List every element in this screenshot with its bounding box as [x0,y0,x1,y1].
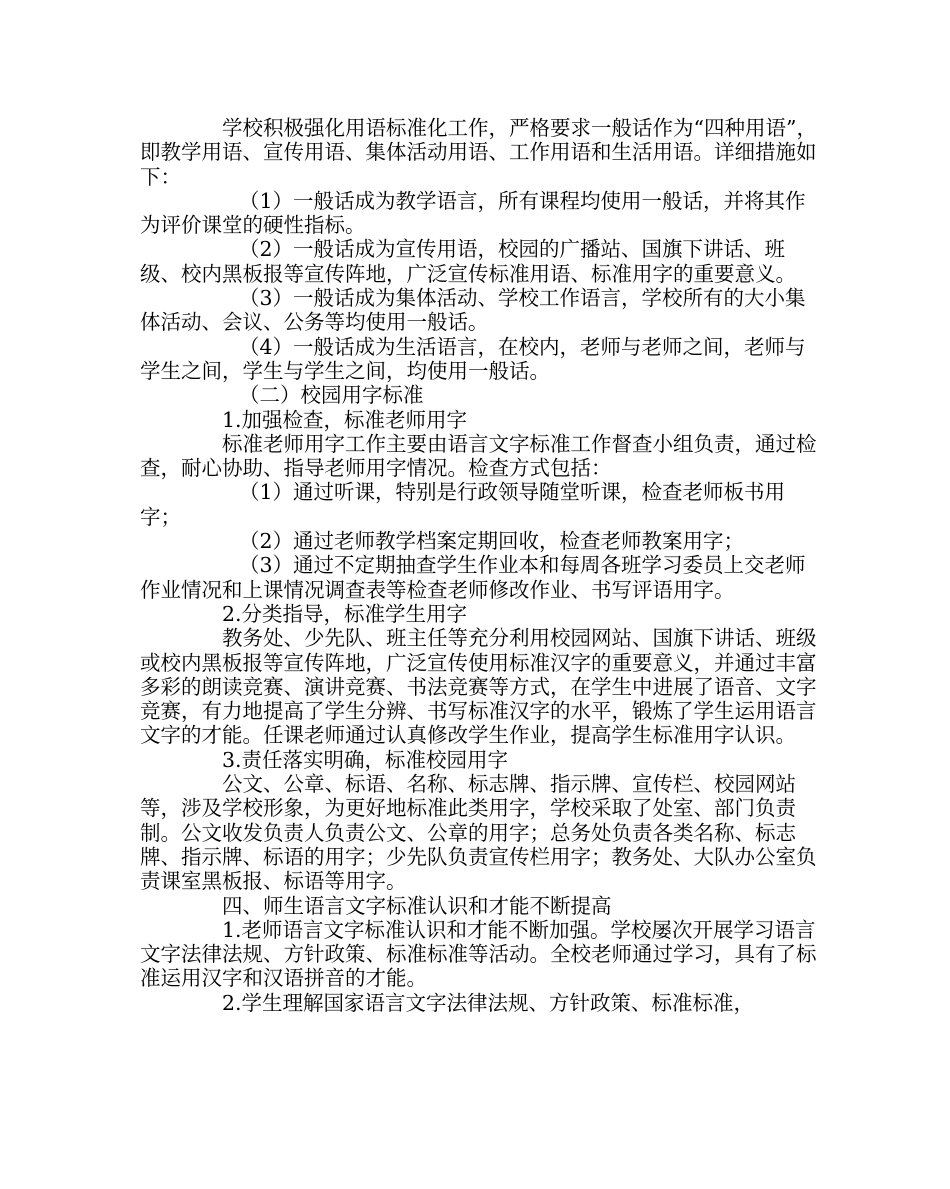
subheading-student-characters: 2.分类指导，标准学生用字 [222,601,468,626]
paragraph-item-4: （4）一般话成为生活语言，在校内，老师与老师之间，老师与学生之间，学生与学生之间，均使用一般话。 [140,334,806,383]
section-heading-campus-characters: （二）校园用字标准 [239,383,424,408]
paragraph-item-2: （2）一般话成为宣传用语，校园的广播站、国旗下讲话、班级、校内黑板报等宣传阵地，广泛宣传标准用语、标准用字的重要意义。 [140,237,796,286]
paragraph-teacher-awareness: 1.老师语言文字标准认识和才能不断加强。学校屡次开展学习语言文字法律法规、方针政策、标准标准等活动。全校老师通过学习，具有了标准运用汉字和汉语拼音的才能。 [140,917,817,991]
paragraph-check-3: （3）通过不定期抽查学生作业本和每周各班学习委员上交老师作业情况和上课情况调查表等检查老师修改作业、书写评语用字。 [140,553,806,602]
paragraph-intro: 学校积极强化用语标准化工作，严格要求一般话作为“四种用语”，即教学用语、宣传用语、集体活动用语、工作用语和生活用语。详细措施如下： [140,116,817,189]
section-heading-awareness: 四、师生语言文字标准认识和才能不断提高 [222,893,612,918]
subheading-campus-characters: 3.责任落实明确，标准校园用字 [222,747,509,772]
paragraph-item-3: （3）一般话成为集体活动、学校工作语言，学校所有的大小集体活动、会议、公务等均使用一般话。 [140,286,806,335]
paragraph-student-awareness: 2.学生理解国家语言文字法律法规、方针政策、标准标准， [222,990,755,1015]
subheading-teacher-characters: 1.加强检查，标准老师用字 [222,407,468,432]
document-body [140,116,820,1015]
paragraph-check-1: （1）通过听课，特别是行政领导随堂听课，检查老师板书用字； [140,480,786,529]
paragraph-campus-responsibility: 公文、公章、标语、名称、标志牌、指示牌、宣传栏、校园网站等，涉及学校形象，为更好地标准此类用字，学校采取了处室、部门负责制。公文收发负责人负责公文、公章的用字；总务处负责各类名称、标志牌、指示牌、标语的用字；少先队负责宣传栏用字；教务处、大队办公室负责课室黑板报、标语等用字。 [140,772,817,894]
paragraph-check-2: （2）通过老师教学档案定期回收，检查老师教案用字； [239,529,745,554]
paragraph-item-1: （1）一般话成为教学语言，所有课程均使用一般话，并将其作为评价课堂的硬性指标。 [140,188,806,238]
paragraph-teacher-check: 标准老师用字工作主要由语言文字标准工作督查小组负责，通过检查，耐心协助、指导老师用字情况。检查方式包括： [140,431,817,481]
paragraph-student-guidance: 教务处、少先队、班主任等充分利用校园网站、国旗下讲话、班级或校内黑板报等宣传阵地，广泛宣传使用标准汉字的重要意义，并通过丰富多彩的朗读竞赛、演讲竞赛、书法竞赛等方式，在学生中进展了语音、文字竞赛，有力地提高了学生分辨、书写标准汉字的水平，锻炼了学生运用语言文字的才能。任课老师通过认真修改学生作业，提高学生标准用字认识。 [140,626,817,748]
